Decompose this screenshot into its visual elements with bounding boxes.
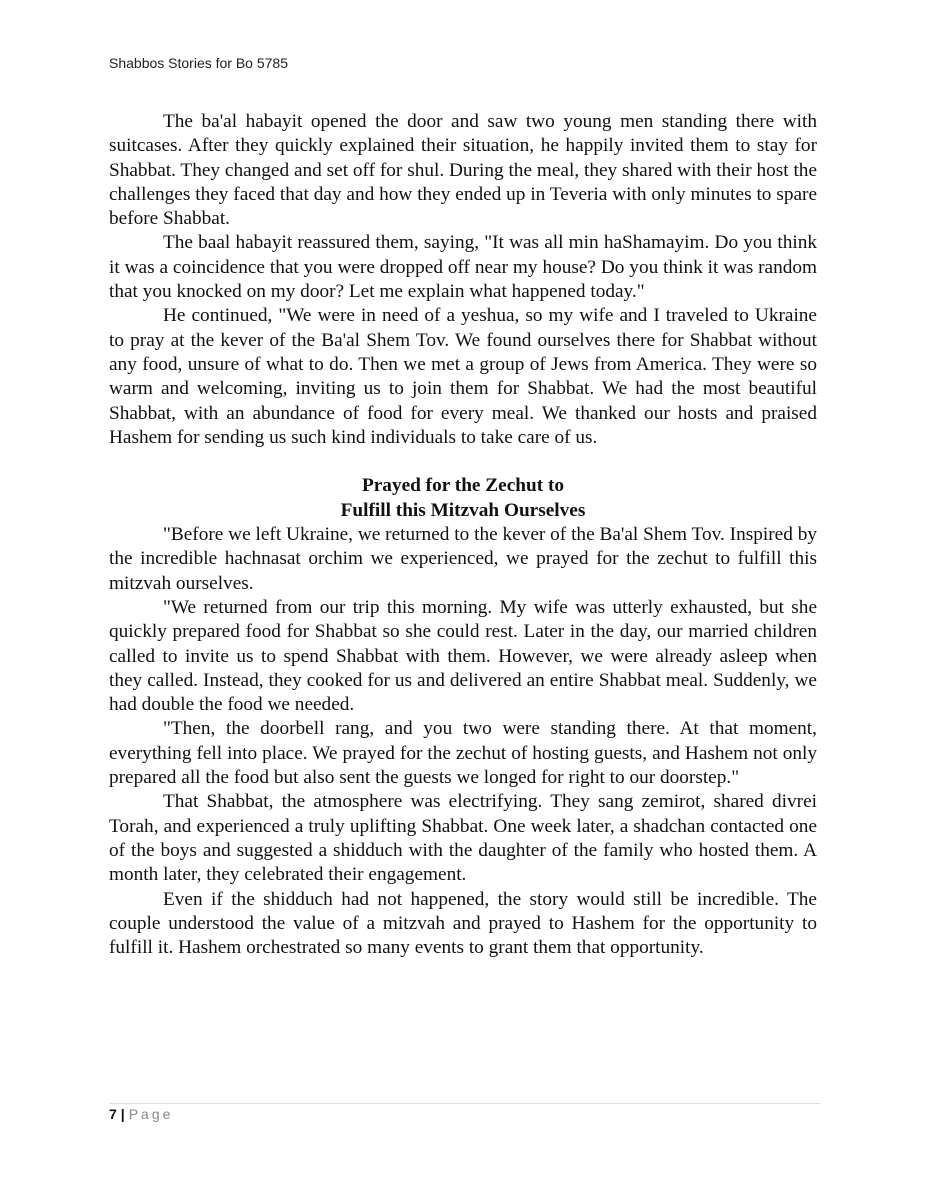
document-body: [109, 110, 817, 960]
page-number: 7: [109, 1106, 117, 1122]
paragraph: "We returned from our trip this morning. My wife was utterly exhausted, but she quickly prepared food for Shabbat so she could rest. Later in the day, our married children called to invite us to spend Shabbat with them. However, we were already asleep when they called. Instead, they cooked for us and delivered an entire Shabbat meal. Suddenly, we had double the food we needed.: [109, 596, 817, 716]
heading-line-2: Fulfill this Mitzvah Ourselves: [340, 499, 586, 521]
page-label: Page: [128, 1106, 174, 1122]
paragraph: The baal habayit reassured them, saying, "It was all min haShamayim. Do you think it was a coincidence that you were dropped off near my house? Do you think it was random that you knocked on my door? Let me explain what happened today.": [109, 232, 817, 303]
section-heading: [109, 474, 817, 523]
footer-divider: [109, 1103, 820, 1104]
paragraph: The ba'al habayit opened the door and saw two young men standing there with suitcases. After they quickly explained their situation, he happily invited them to stay for Shabbat. They changed and set off for shul. During the meal, they shared with their host the challenges they faced that day and how they ended up in Teveria with only minutes to spare before Shabbat.: [109, 111, 817, 230]
heading-line-1: Prayed for the Zechut to: [361, 475, 565, 497]
page-footer: [109, 1106, 173, 1122]
running-header: Shabbos Stories for Bo 5785: [109, 55, 289, 71]
paragraph: "Then, the doorbell rang, and you two were standing there. At that moment, everything fell into place. We prayed for the zechut of hosting guests, and Hashem not only prepared all the food but also sent the guests we longed for right to our doorstep.": [109, 718, 817, 789]
paragraph: "Before we left Ukraine, we returned to the kever of the Ba'al Shem Tov. Inspired by the incredible hachnasat orchim we experienced, we prayed for the zechut to fulfill this mitzvah ourselves.: [109, 524, 817, 594]
paragraph: Even if the shidduch had not happened, the story would still be incredible. The couple understood the value of a mitzvah and prayed to Hashem for the opportunity to fulfill it. Hashem orchestrated so many events to grant them that opportunity.: [109, 888, 817, 959]
paragraph: He continued, "We were in need of a yeshua, so my wife and I traveled to Ukraine to pray at the kever of the Ba'al Shem Tov. We found ourselves there for Shabbat without any food, unsure of what to do. Then we met a group of Jews from America. They were so warm and welcoming, inviting us to join them for Shabbat. We had the most beautiful Shabbat, with an abundance of food for every meal. We thanked our hosts and praised Hashem for sending us such kind individuals to take care of us.: [109, 305, 817, 448]
paragraph: That Shabbat, the atmosphere was electrifying. They sang zemirot, shared divrei Torah, and experienced a truly uplifting Shabbat. One week later, a shadchan contacted one of the boys and suggested a shidduch with the daughter of the family who hosted them. A month later, they celebrated their engagement.: [109, 791, 817, 886]
footer-separator: |: [120, 1106, 125, 1122]
